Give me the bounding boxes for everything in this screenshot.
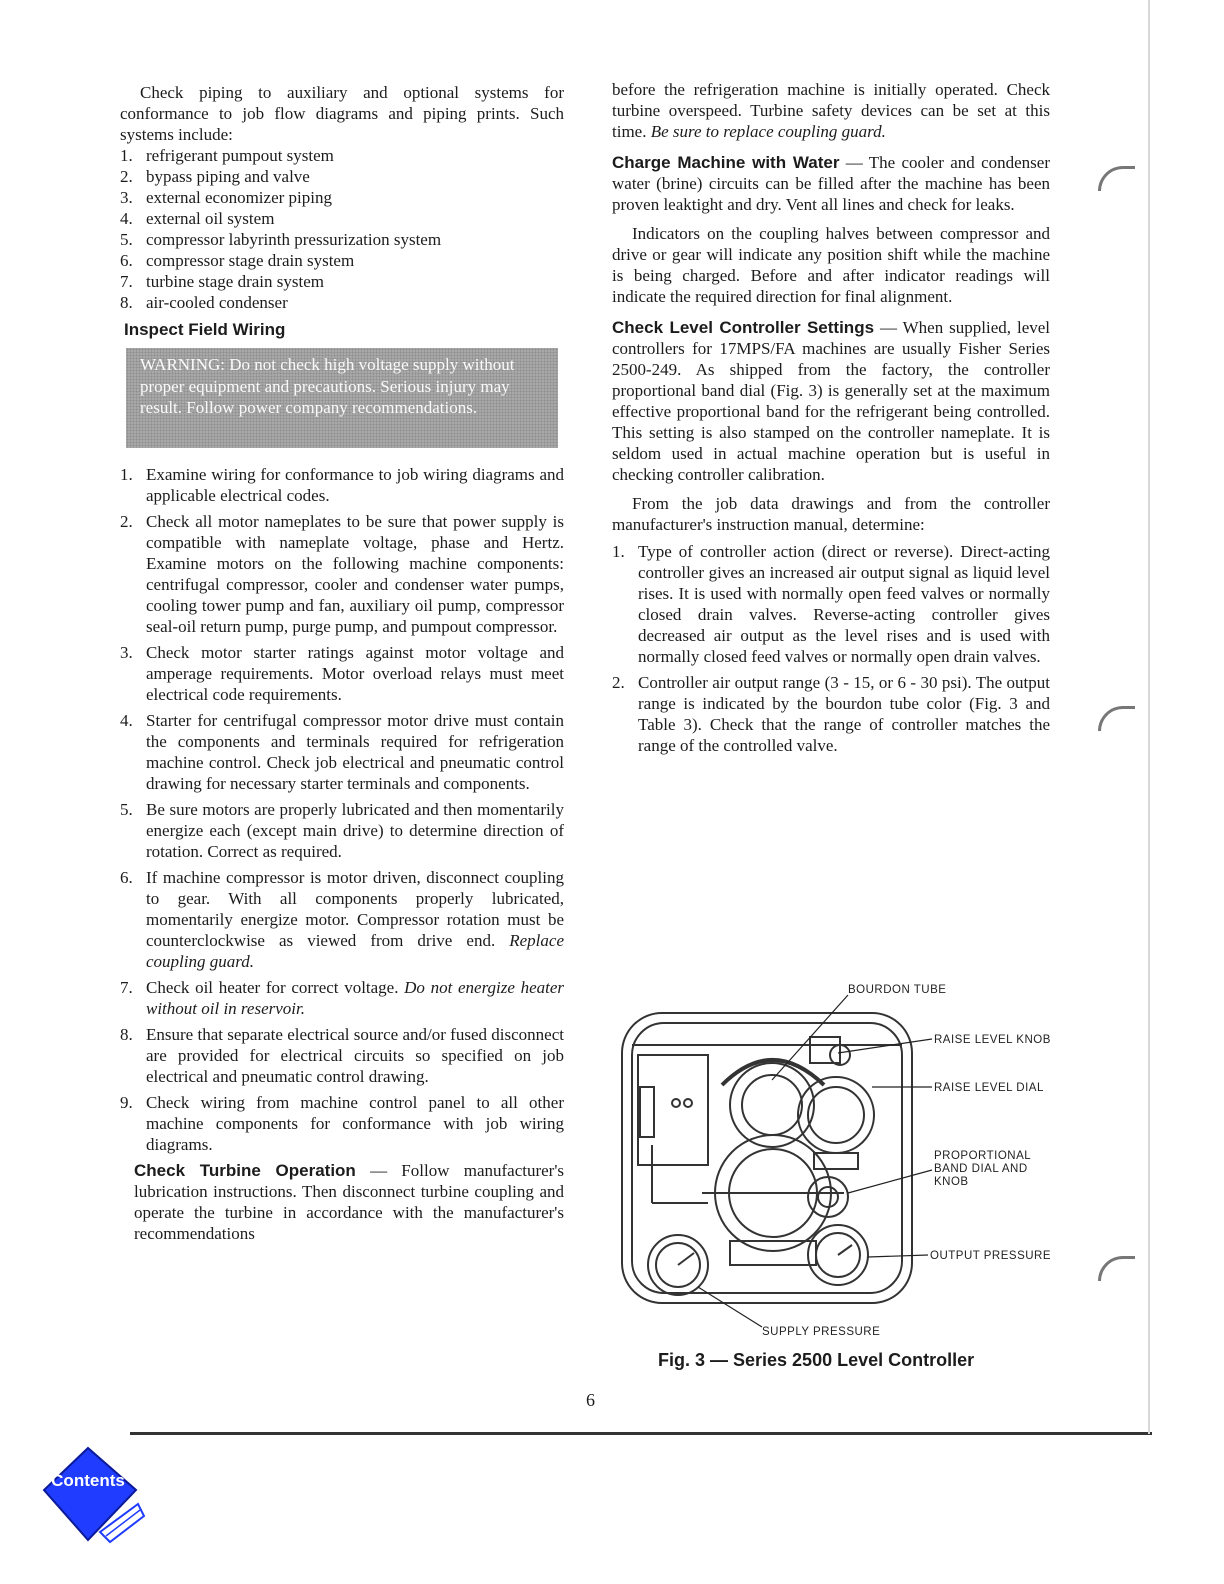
level-heading: Check Level Controller Settings	[612, 318, 875, 337]
contents-label: Contents	[51, 1471, 125, 1490]
leader-line	[848, 1170, 932, 1193]
list-item: 6. If machine compressor is motor driven, disconnect coupling to gear. With all components properly lubricated, momentarily energize motor. Compressor rotation must be counterclockwise as viewed from drive end. Replace coupling guard.	[120, 868, 564, 971]
raise-level-dial-icon	[798, 1077, 874, 1153]
label-raise-level-dial: RAISE LEVEL DIAL	[934, 1082, 1044, 1094]
binder-mark	[1098, 706, 1135, 731]
list-item: 2. Controller air output range (3 - 15, or 6 - 30 psi). The output range is indicated by the bourdon tube color (Fig. 3 and Table 3). Check that the range of controller matches the range of the controlled valve.	[612, 673, 1050, 755]
binder-mark	[1098, 1256, 1135, 1281]
indicators-paragraph: Indicators on the coupling halves between compressor and drive or gear will indicate any position shift while the machine is being charged. Before and after indicator readings will indicate the required direction for final alignment.	[612, 224, 1050, 306]
list-item: 2. bypass piping and valve	[120, 167, 310, 186]
label-bourdon-tube: BOURDON TUBE	[848, 984, 947, 996]
label-raise-level-knob: RAISE LEVEL KNOB	[934, 1034, 1051, 1046]
list-item: 6. compressor stage drain system	[120, 251, 355, 270]
raise-level-knob-icon	[810, 1037, 840, 1063]
list-item: 1. Type of controller action (direct or reverse). Direct-acting controller gives an increased air output signal as liquid level rises. It is used with normally open feed valves or normally closed drain valves. Reverse-acting controller gives decreased air output as the level rises and is used with normally closed feed valves or normally open drain valves.	[612, 542, 1050, 666]
label-proportional-1: PROPORTIONAL	[934, 1150, 1032, 1162]
page-number: 6	[586, 1390, 595, 1410]
list-item: 4. Starter for centrifugal compressor motor drive must contain the components and terminals required for refrigeration machine control. Check job electrical and pneumatic control drawing for necessary starter terminals and components.	[120, 711, 564, 793]
list-item: 1. refrigerant pumpout system	[120, 146, 334, 165]
binder-mark	[1098, 166, 1135, 191]
right-column	[612, 79, 1050, 761]
charge-paragraph: Charge Machine with Water — The cooler and condenser water (brine) circuits can be filled after the machine has been proven leaktight and dry. Vent all lines and check for leaks.	[612, 153, 1051, 214]
label-output-pressure: OUTPUT PRESSURE	[930, 1250, 1052, 1262]
contents-link[interactable]	[40, 1444, 150, 1560]
page-edge	[1148, 0, 1156, 1434]
continued-paragraph: before the refrigeration machine is initially operated. Check turbine overspeed. Turbine safety devices can be set at this time. Be sure to replace coupling guard.	[612, 80, 1050, 141]
list-item: 8. Ensure that separate electrical source and/or fused disconnect are provided for electrical circuits so specified on job electrical and pneumatic control drawing.	[120, 1025, 564, 1086]
leader-line	[868, 1255, 928, 1257]
list-item: 5. compressor labyrinth pressurization system	[120, 230, 442, 249]
section-heading-inspect-wiring: Inspect Field Wiring	[124, 320, 286, 339]
list-item: 7. Check oil heater for correct voltage. Do not energize heater without oil in reservoir.	[120, 978, 565, 1018]
list-item: 9. Check wiring from machine control panel to all other machine components for conformance with job wiring diagrams.	[120, 1093, 564, 1154]
page-divider	[130, 1432, 1152, 1435]
figure-caption: Fig. 3 — Series 2500 Level Controller	[658, 1350, 975, 1370]
label-proportional-2: BAND DIAL AND	[934, 1163, 1028, 1175]
systems-list	[120, 145, 564, 313]
intro-paragraph: Check piping to auxiliary and optional systems for conformance to job flow diagrams and piping prints. Such systems include:	[120, 83, 564, 144]
warning-box: WARNING: Do not check high voltage supply without proper equipment and precautions. Serious injury may result. Follow power company recommendations.	[126, 348, 558, 448]
list-item: 5. Be sure motors are properly lubricated and then momentarily energize each (except main drive) to determine direction of rotation. Correct as required.	[120, 800, 564, 861]
left-column	[120, 82, 564, 1244]
list-item: 2. Check all motor nameplates to be sure that power supply is compatible with nameplate voltage, phase and Hertz. Examine motors on the following machine components: centrifugal compressor, cooler and condenser water pumps, cooling tower pump and fan, auxiliary oil pump, compressor seal-oil return pump, purge pump, and pumpout compressor.	[120, 512, 564, 636]
turbine-paragraph: Check Turbine Operation — Follow manufacturer's lubrication instructions. Then disconnect turbine coupling and operate the turbine in accordance with the manufacturer's recommendations	[134, 1161, 565, 1243]
level-controller-diagram	[612, 975, 1072, 1365]
list-item: 4. external oil system	[120, 209, 275, 228]
label-proportional-3: KNOB	[934, 1176, 969, 1188]
list-item: 1. Examine wiring for conformance to job wiring diagrams and applicable electrical codes.	[120, 465, 564, 505]
mechanism-housing	[638, 1055, 708, 1165]
turbine-heading: Check Turbine Operation	[134, 1161, 356, 1180]
charge-heading: Charge Machine with Water	[612, 153, 840, 172]
list-item: 3. Check motor starter ratings against motor voltage and amperage requirements. Motor overload relays must meet electrical code requirements.	[120, 643, 564, 704]
determine-list	[612, 541, 1050, 756]
list-item: 8. air-cooled condenser	[120, 293, 288, 312]
list-item: 7. turbine stage drain system	[120, 272, 324, 291]
level-paragraph: Check Level Controller Settings — When supplied, level controllers for 17MPS/FA machines are usually Fisher Series 2500-249. As shipped from the factory, the controller proportional band dial (Fig. 3) is generally set at the maximum effective proportional band for the refrigerant being controlled. This setting is also stamped on the controller nameplate. It is seldom used in actual machine operation but is useful in checking controller calibration.	[612, 318, 1051, 484]
label-supply-pressure: SUPPLY PRESSURE	[762, 1326, 881, 1338]
list-item: 3. external economizer piping	[120, 188, 332, 207]
from-paragraph: From the job data drawings and from the controller manufacturer's instruction manual, determine:	[612, 494, 1050, 534]
wiring-steps-list	[120, 464, 564, 1155]
